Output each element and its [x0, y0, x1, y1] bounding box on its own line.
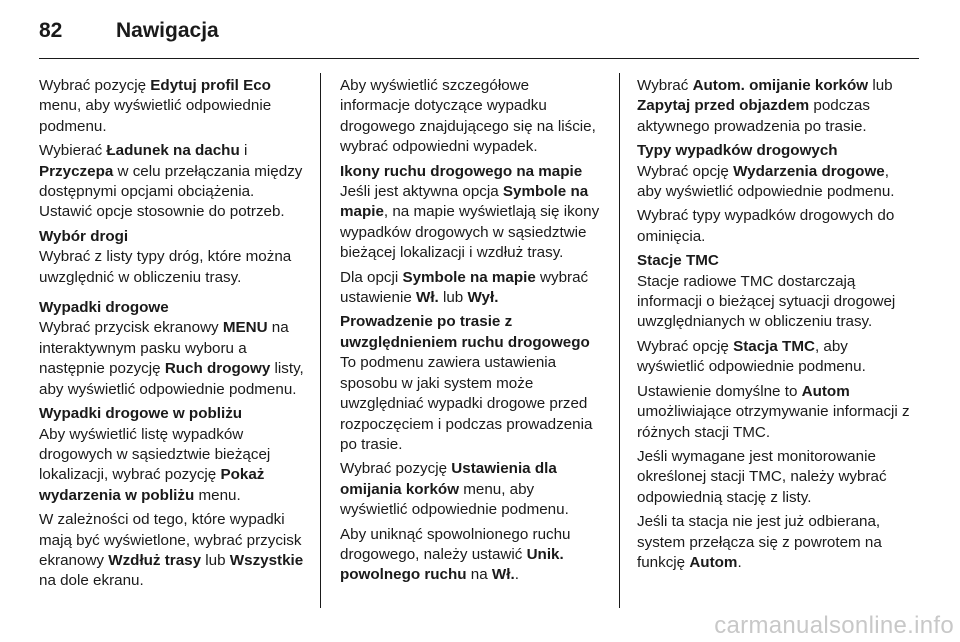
paragraph-load-options: Wybierać Ładunek na dachu i Przyczepa w celu przełączania między dostępnymi opcjami obciążenia. Ustawić opcje stosownie do potrzeb. [39, 142, 303, 221]
heading-traffic-guidance: Prowadzenie po trasie z uwzględnieniem ruchu drogowego [340, 313, 590, 351]
setting-value-ref: Autom [689, 553, 738, 571]
watermark: carmanualsonline.info [714, 612, 954, 639]
menu-item-ref: Ruch drogowy [164, 360, 271, 378]
page-header [0, 0, 960, 62]
paragraph-tmc-default: Ustawienie domyślne to Autom umożliwiające otrzymywanie informacji z różnych stacji TMC. [637, 382, 910, 441]
column-2 [340, 76, 602, 590]
paragraph-traffic-guidance: To podmenu zawiera ustawienia sposobu w jaki system może uwzględniać wypadki drogowe przed rozpoczęciem i podczas prowadzenia po trasie. [340, 354, 593, 453]
menu-item-ref: Ładunek na dachu [106, 142, 240, 160]
paragraph-tmc-info: Stacje radiowe TMC dostarczają informacji o bieżącej sytuacji drogowej uwzględnianych w obliczeniu trasy. [637, 272, 896, 331]
menu-item-ref: Autom. omijanie korków [692, 77, 869, 94]
page-number: 82 [39, 19, 63, 42]
paragraph-incident-details: Aby wyświetlić szczegółowe informacje dotyczące wypadku drogowego znajdującego się na liście, wybrać odpowiedni wypadek. [340, 77, 596, 156]
column-divider-1 [320, 73, 321, 608]
menu-item-ref: Ustawienia dla omijania korków [340, 460, 557, 498]
paragraph-eco-profile: Wybrać pozycję Edytuj profil Eco menu, aby wyświetlić odpowiednie podmenu. [39, 77, 272, 135]
setting-value-ref: Wył. [467, 289, 499, 307]
heading-incident-types: Typy wypadków drogowych [637, 142, 838, 160]
setting-value-ref: Autom [801, 382, 850, 400]
heading-tmc-stations: Stacje TMC [637, 252, 719, 270]
paragraph-nearby-incidents: Aby wyświetlić listę wypadków drogowych w sąsiedztwie bieżącej lokalizacji, wybrać pozycję Pokaż wydarzenia w pobliżu menu. [39, 425, 271, 504]
paragraph-incident-filter: W zależności od tego, które wypadki mają być wyświetlone, wybrać przycisk ekranowy Wzdłuż trasy lub Wszystkie na dole ekranu. [39, 511, 304, 590]
setting-value-ref: Wł. [415, 289, 439, 307]
paragraph-tmc-select: Wybrać opcję Stacja TMC, aby wyświetlić odpowiednie podmenu. [637, 337, 866, 376]
menu-item-ref: Symbole na mapie [402, 268, 536, 286]
heading-traffic-incidents: Wypadki drogowe [39, 299, 169, 317]
menu-item-ref: Stacja TMC [733, 337, 815, 355]
paragraph-map-icons-setting: Dla opcji Symbole na mapie wybrać ustawienie Wł. lub Wył. [340, 268, 589, 307]
heading-route-choice: Wybór drogi [39, 227, 129, 245]
heading-map-icons: Ikony ruchu drogowego na mapie [340, 162, 583, 180]
page-title: Nawigacja [116, 19, 219, 42]
column-3 [637, 76, 913, 577]
menu-item-ref: Przyczepa [39, 162, 114, 180]
heading-nearby-incidents: Wypadki drogowe w pobliżu [39, 405, 243, 423]
paragraph-auto-avoid: Wybrać Autom. omijanie korków lub Zapytaj przed objazdem podczas aktywnego prowadzenia po trasie. [637, 77, 893, 135]
paragraph-incident-types: Wybrać opcję Wydarzenia drogowe, aby wyświetlić odpowiednie podmenu. [637, 162, 895, 201]
paragraph-avoid-settings: Wybrać pozycję Ustawienia dla omijania korków menu, aby wyświetlić odpowiednie podmenu. [340, 460, 569, 519]
paragraph-avoid-slow-traffic: Aby uniknąć spowolnionego ruchu drogowego, należy ustawić Unik. powolnego ruchu na Wł.. [340, 525, 571, 584]
menu-item-ref: Unik. powolnego ruchu [340, 545, 564, 584]
column-1 [39, 76, 309, 596]
menu-item-ref: Wzdłuż trasy [108, 551, 202, 569]
paragraph-tmc-fallback: Jeśli ta stacja nie jest już odbierana, system przełącza się z powrotem na funkcję Autom. [637, 513, 882, 571]
paragraph-map-icons: Jeśli jest aktywna opcja Symbole na mapie, na mapie wyświetlają się ikony wypadków drogowych w sąsiedztwie bieżącej lokalizacji i wzdłuż trasy. [340, 183, 600, 262]
menu-item-ref: Symbole na mapie [340, 183, 589, 221]
menu-item-ref: Pokaż wydarzenia w pobliżu [39, 466, 265, 504]
setting-value-ref: Wł. [491, 566, 515, 584]
column-divider-2 [619, 73, 620, 608]
paragraph-incident-types-select: Wybrać typy wypadków drogowych do ominięcia. [637, 207, 895, 245]
menu-item-ref: MENU [222, 319, 268, 337]
menu-item-ref: Zapytaj przed objazdem [637, 97, 810, 115]
paragraph-traffic-incidents: Wybrać przycisk ekranowy MENU na interaktywnym pasku wyboru a następnie pozycję Ruch drogowy listy, aby wyświetlić odpowiednie podmenu. [39, 319, 304, 398]
menu-item-ref: Wydarzenia drogowe [733, 162, 885, 180]
paragraph-tmc-specific: Jeśli wymagane jest monitorowanie określonej stacji TMC, należy wybrać odpowiednią stację z listy. [637, 447, 887, 506]
header-rule [39, 58, 919, 59]
menu-item-ref: Edytuj profil Eco [150, 77, 271, 94]
menu-item-ref: Wszystkie [229, 551, 304, 569]
paragraph-route-choice: Wybrać z listy typy dróg, które można uwzględnić w obliczeniu trasy. [39, 248, 292, 286]
